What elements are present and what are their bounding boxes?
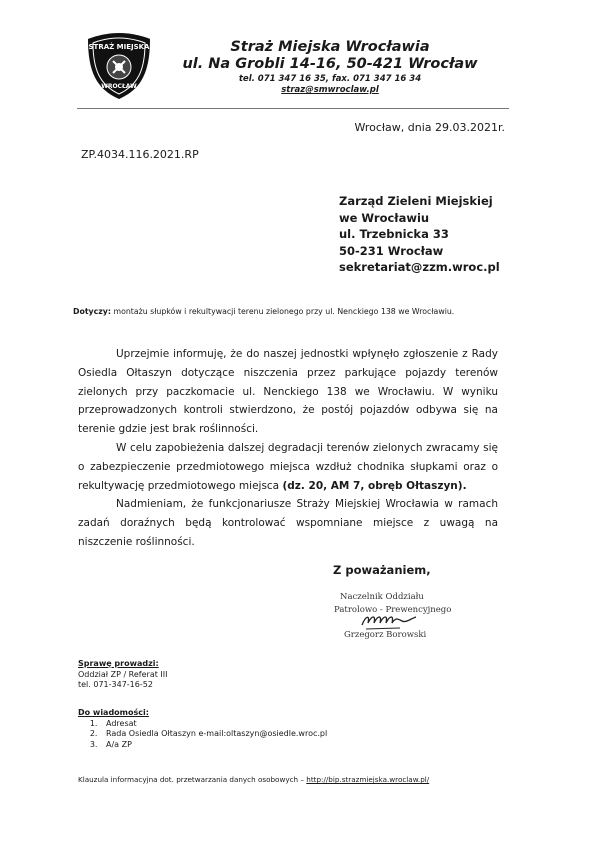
straz-miejska-logo — [84, 31, 154, 101]
plot-reference: (dz. 20, AM 7, obręb Ołtaszyn). — [282, 479, 467, 492]
distribution-title: Do wiadomości: — [78, 708, 149, 717]
svg-text:WROCŁAW: WROCŁAW — [101, 83, 137, 90]
recipient-line: Zarząd Zieleni Miejskiej — [339, 194, 493, 208]
stamp-line: Naczelnik Oddziału — [340, 592, 424, 602]
closing: Z poważaniem, — [333, 563, 431, 577]
org-name: Straż Miejska Wrocławia — [230, 39, 430, 55]
recipient-line: we Wrocławiu — [339, 210, 430, 225]
case-handler-unit: Oddział ZP / Referat III — [78, 669, 168, 679]
signature-stamp — [334, 592, 484, 648]
case-handler-title: Sprawę prowadzi: — [78, 659, 159, 668]
body-paragraph — [78, 439, 498, 495]
letter-body — [78, 345, 498, 552]
footer-text: Klauzula informacyjna dot. przetwarzania danych osobowych – — [78, 775, 304, 784]
list-item: 2. Rada Osiedla Ołtaszyn e-mail:oltaszyn@osiedle.wroc.pl — [100, 729, 327, 740]
date-line: Wrocław, dnia 29.03.2021r. — [354, 121, 505, 134]
org-phone-fax: tel. 071 347 16 35, fax. 071 347 16 34 — [238, 74, 422, 84]
org-address: ul. Na Grobli 14-16, 50-421 Wrocław — [182, 56, 478, 72]
case-handler-phone: tel. 071-347-16-52 — [78, 680, 153, 689]
recipient-line: ul. Trzebnicka 33 — [339, 227, 449, 241]
reference-number: ZP.4034.116.2021.RP — [81, 148, 199, 161]
header-divider — [77, 108, 509, 109]
case-handler — [78, 659, 168, 691]
stamp-line: Patrolowo - Prewencyjnego — [334, 605, 452, 615]
svg-text:STRAŻ MIEJSKA: STRAŻ MIEJSKA — [88, 43, 150, 51]
recipient-email[interactable]: sekretariat@zzm.wroc.pl — [339, 260, 500, 274]
list-item: 1. Adresat — [100, 719, 327, 730]
subject-line — [73, 307, 454, 316]
subject-text: montażu słupków i rekultywacji terenu zielonego przy ul. Nenckiego 138 we Wrocławiu. — [113, 307, 455, 316]
footer-clause — [78, 775, 429, 784]
distribution-list — [78, 708, 327, 750]
body-paragraph-text: W celu zapobieżenia dalszej degradacji terenów zielonych zwracamy się o zabezpieczenie przedmiotowego miejsca wzdłuż chodnika słupkami oraz o rekultywację przedmiotowego miejsca — [78, 441, 498, 492]
list-item: 3. A/a ZP — [100, 740, 327, 751]
body-paragraph: Nadmieniam, że funkcjonariusze Straży Miejskiej Wrocławia w ramach zadań doraźnych będą kontrolować wspomniane miejsce z uwagą na niszczenie roślinności. — [78, 498, 498, 548]
footer-link[interactable]: http://bip.strazmiejska.wroclaw.pl/ — [306, 775, 430, 784]
recipient-line: 50-231 Wrocław — [339, 243, 444, 258]
recipient-block — [339, 193, 493, 259]
stamp-line: Grzegorz Borowski — [344, 630, 427, 640]
body-paragraph: Uprzejmie informuję, że do naszej jednostki wpłynęło zgłoszenie z Rady Osiedla Ołtaszyn dotyczące niszczenia przez parkujące pojazdy terenów zielonych przy paczkomacie ul. Nenckiego 138 we Wrocławiu. W wyniku przeprowadzonych kontroli stwierdzono, że postój pojazdów odbywa się na terenie gdzie jest brak roślinności. — [78, 348, 498, 436]
subject-label: Dotyczy: — [73, 307, 111, 316]
org-email-link[interactable]: straz@smwroclaw.pl — [281, 85, 379, 95]
